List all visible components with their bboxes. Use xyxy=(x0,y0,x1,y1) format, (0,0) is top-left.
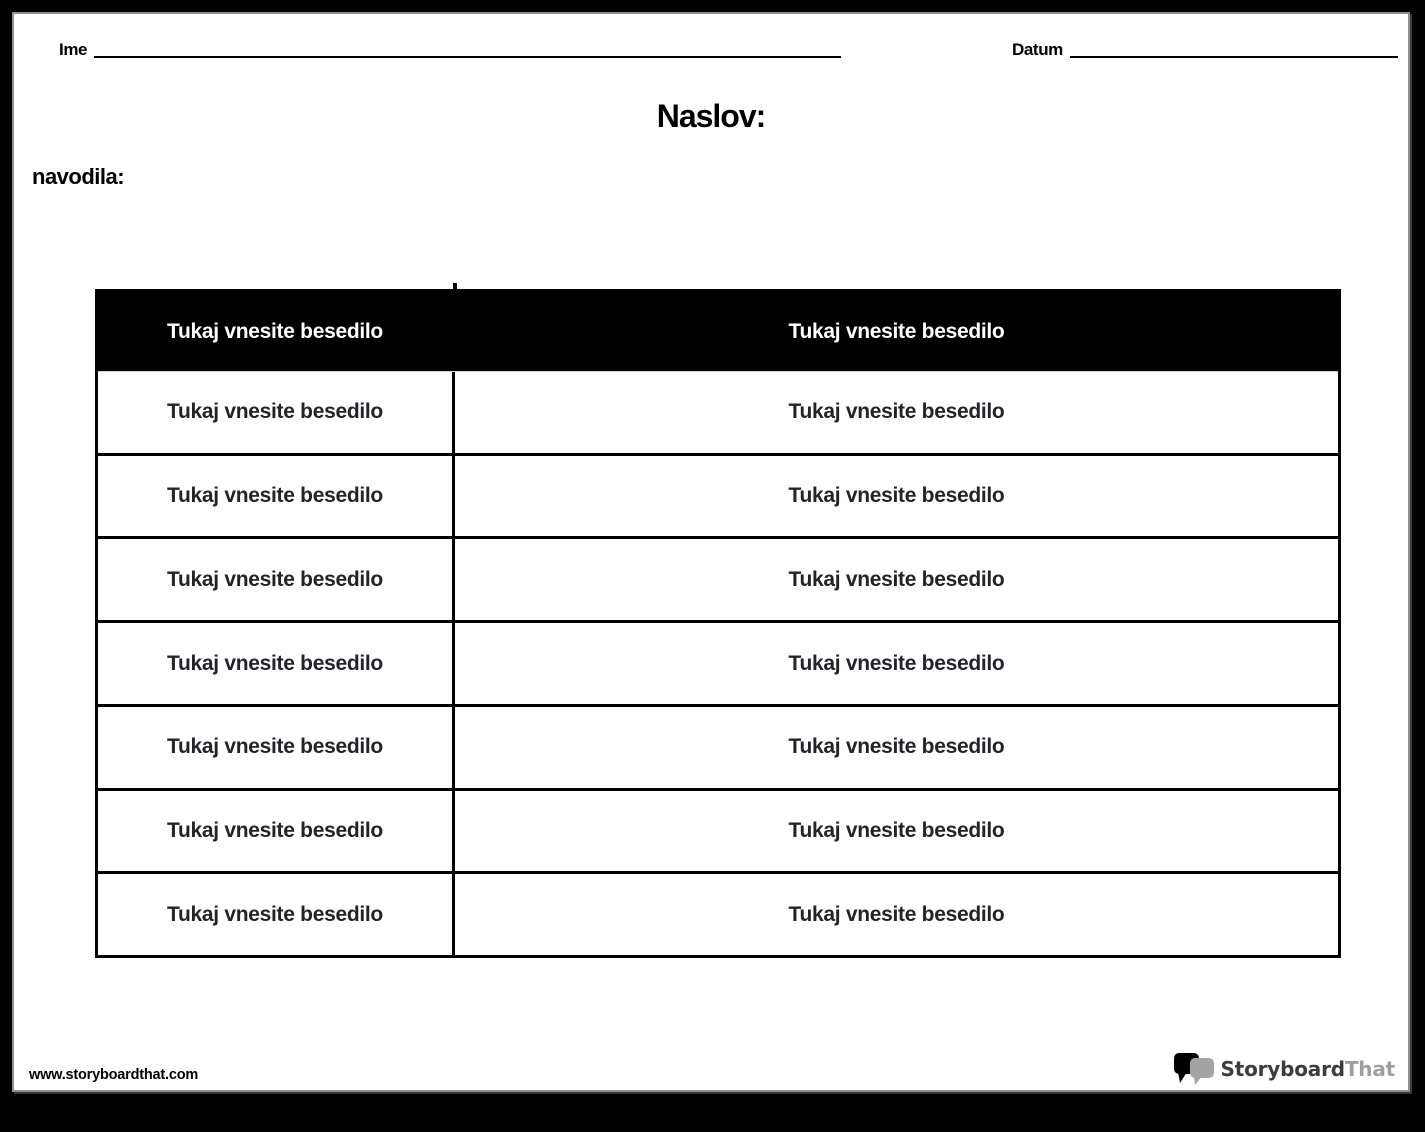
logo-text-primary: Storyboard xyxy=(1220,1057,1345,1081)
table-cell[interactable]: Tukaj vnesite besedilo xyxy=(788,567,1005,591)
table-cell[interactable]: Tukaj vnesite besedilo xyxy=(98,456,455,537)
table-cell[interactable]: Tukaj vnesite besedilo xyxy=(98,372,455,453)
table-cell[interactable]: Tukaj vnesite besedilo xyxy=(98,874,455,955)
table-header-row xyxy=(98,292,1338,372)
name-blank-line xyxy=(94,56,841,58)
logo-text-secondary: That xyxy=(1344,1057,1395,1081)
instructions-label: navodila: xyxy=(32,164,125,189)
table-row xyxy=(98,372,1338,453)
worksheet-page xyxy=(12,12,1410,1092)
table-body xyxy=(98,372,1338,955)
table-row xyxy=(98,536,1338,620)
date-blank-line xyxy=(1070,56,1398,58)
date-label: Datum xyxy=(1012,40,1063,59)
table-header-cell[interactable]: Tukaj vnesite besedilo xyxy=(788,319,1005,343)
table-cell[interactable]: Tukaj vnesite besedilo xyxy=(98,539,455,620)
table-cell[interactable]: Tukaj vnesite besedilo xyxy=(98,707,455,788)
table-cell[interactable]: Tukaj vnesite besedilo xyxy=(98,791,455,872)
table-row xyxy=(98,788,1338,872)
table-cell[interactable]: Tukaj vnesite besedilo xyxy=(788,651,1005,675)
table-row xyxy=(98,871,1338,955)
table-cell[interactable]: Tukaj vnesite besedilo xyxy=(98,623,455,704)
storyboardthat-logo xyxy=(1173,1052,1395,1086)
table-header-cell[interactable]: Tukaj vnesite besedilo xyxy=(98,292,455,371)
worksheet-table xyxy=(95,289,1341,958)
speech-bubbles-icon xyxy=(1173,1052,1215,1086)
table-cell[interactable]: Tukaj vnesite besedilo xyxy=(788,902,1005,926)
logo-text xyxy=(1221,1057,1395,1081)
footer-url: www.storyboardthat.com xyxy=(29,1067,199,1083)
table-row xyxy=(98,704,1338,788)
page-title: Naslov: xyxy=(656,98,766,134)
table-row xyxy=(98,453,1338,537)
table-cell[interactable]: Tukaj vnesite besedilo xyxy=(788,818,1005,842)
table-cell[interactable]: Tukaj vnesite besedilo xyxy=(788,400,1005,424)
table-cell[interactable]: Tukaj vnesite besedilo xyxy=(788,735,1005,759)
name-label: Ime xyxy=(59,40,88,59)
table-row xyxy=(98,620,1338,704)
table-cell[interactable]: Tukaj vnesite besedilo xyxy=(788,484,1005,508)
